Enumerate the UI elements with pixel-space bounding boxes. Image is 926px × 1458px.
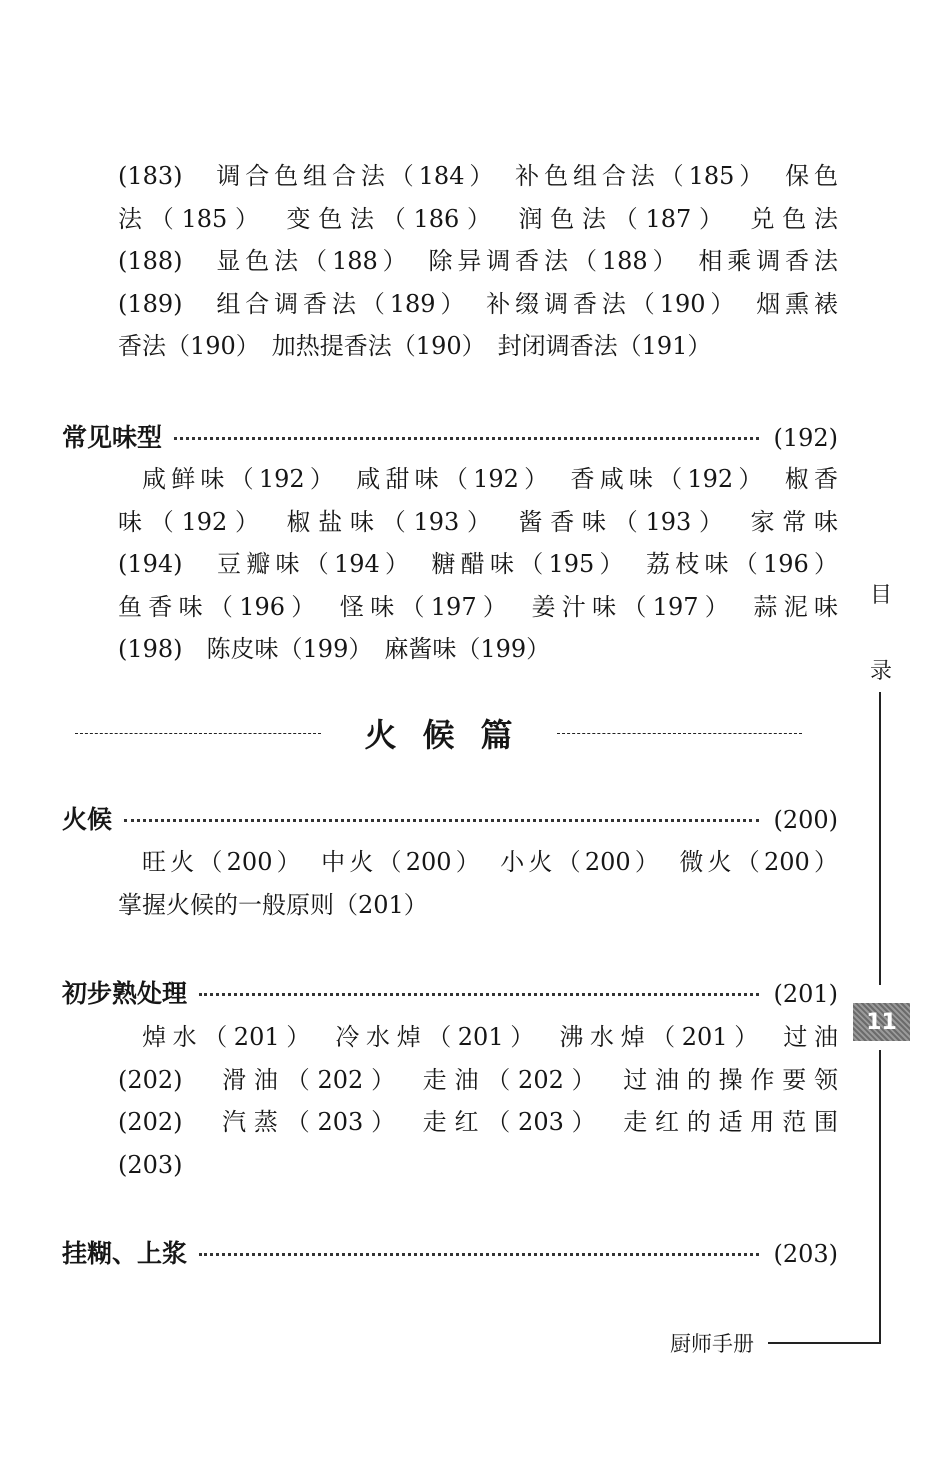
toc-entry-flavor-types[interactable]	[62, 418, 838, 454]
toc-page-number: (192)	[773, 424, 838, 452]
text-line: 法（185） 变色法（186） 润色法（187） 兑色法	[118, 204, 838, 233]
chapter-heading	[75, 708, 802, 758]
toc-heading: 火候	[62, 805, 113, 834]
text-line: 旺火（200） 中火（200） 小火（200） 微火（200）	[142, 848, 838, 876]
footer-rule	[768, 1342, 881, 1344]
sidebar-rule-lower	[879, 1050, 881, 1344]
dot-leader	[174, 437, 759, 440]
sidebar-rule-upper	[879, 692, 881, 985]
text-line: (202) 滑油（202） 走油（202） 过油的操作要领	[118, 1065, 838, 1094]
chapter-rule-left	[75, 733, 321, 734]
text-line: (183) 调合色组合法（184） 补色组合法（185） 保色	[118, 162, 838, 190]
text-line: (194) 豆瓣味（194） 糖醋味（195） 荔枝味（196）	[118, 550, 838, 578]
toc-entry-batter-coating[interactable]	[62, 1234, 838, 1270]
toc-page-number: (201)	[773, 980, 838, 1008]
toc-heading: 常见味型	[62, 423, 163, 452]
toc-subitems-preliminary-cooking	[118, 1016, 838, 1186]
intro-paragraph	[118, 155, 838, 368]
toc-subitems-flavor-types	[118, 458, 838, 671]
chapter-title: 火候篇	[364, 716, 539, 754]
chapter-rule-right	[557, 733, 803, 734]
text-line: 鱼香味（196） 怪味（197） 姜汁味（197） 蒜泥味	[118, 592, 838, 621]
toc-entry-heat-control[interactable]	[62, 800, 838, 836]
text-line: 香法（190） 加热提香法（190） 封闭调香法（191）	[118, 332, 712, 360]
sidebar-label-bottom: 录	[870, 659, 893, 684]
footer-book-title: 厨师手册	[670, 1332, 754, 1356]
text-line: (198) 陈皮味（199） 麻酱味（199）	[118, 635, 551, 663]
toc-entry-preliminary-cooking[interactable]	[62, 974, 838, 1010]
dot-leader	[124, 819, 759, 822]
toc-subitems-heat-control	[118, 841, 838, 926]
text-line: 焯水（201） 冷水焯（201） 沸水焯（201） 过油	[142, 1023, 838, 1051]
text-line: 掌握火候的一般原则（201）	[118, 890, 428, 919]
text-line: 味（192） 椒盐味（193） 酱香味（193） 家常味	[118, 507, 838, 536]
toc-heading: 初步熟处理	[62, 979, 188, 1008]
toc-page-number: (203)	[773, 1240, 838, 1268]
text-line: (202) 汽蒸（203） 走红（203） 走红的适用范围	[118, 1108, 838, 1136]
sidebar-label-top: 目	[870, 583, 893, 608]
text-line: 咸鲜味（192） 咸甜味（192） 香咸味（192） 椒香	[142, 465, 838, 493]
dot-leader	[199, 1253, 759, 1256]
dot-leader	[199, 993, 759, 996]
text-line: (203)	[118, 1150, 183, 1179]
toc-heading: 挂糊、上浆	[62, 1239, 188, 1268]
page-number-tab: 11	[853, 1003, 910, 1041]
toc-page-number: (200)	[773, 806, 838, 834]
text-line: (188) 显色法（188） 除异调香法（188） 相乘调香法	[118, 247, 838, 275]
text-line: (189) 组合调香法（189） 补缀调香法（190） 烟熏裱	[118, 289, 838, 318]
